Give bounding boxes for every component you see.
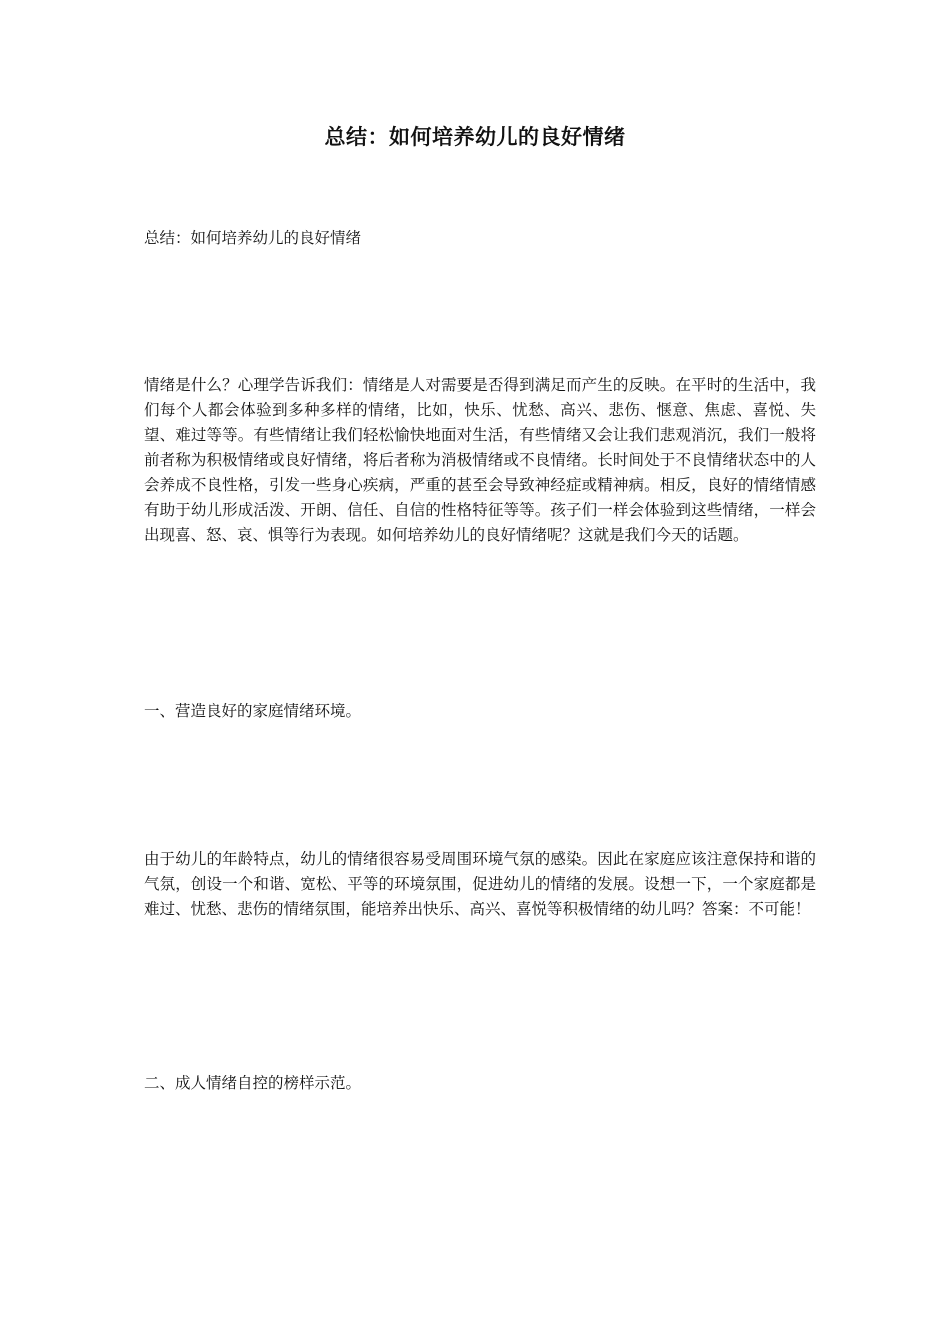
document-title: 总结：如何培养幼儿的良好情绪 bbox=[324, 124, 626, 149]
document-subtitle: 总结：如何培养幼儿的良好情绪 bbox=[144, 229, 362, 247]
section-body-1: 由于幼儿的年龄特点，幼儿的情绪很容易受周围环境气氛的感染。因此在家庭应该注意保持和谐的气氛，创设一个和谐、宽松、平等的环境氛围，促进幼儿的情绪的发展。设想一下，一个家庭都是难过、忧愁、悲伤的情绪氛围，能培养出快乐、高兴、喜悦等积极情绪的幼儿吗？答案：不可能！ bbox=[144, 850, 816, 918]
section-heading-2: 二、成人情绪自控的榜样示范。 bbox=[144, 1074, 362, 1092]
section-heading-1: 一、营造良好的家庭情绪环境。 bbox=[144, 702, 362, 720]
intro-paragraph: 情绪是什么？心理学告诉我们：情绪是人对需要是否得到满足而产生的反映。在平时的生活中，我们每个人都会体验到多种多样的情绪，比如，快乐、忧愁、高兴、悲伤、惬意、焦虑、喜悦、失望、难过等等。有些情绪让我们轻松愉快地面对生活，有些情绪又会让我们悲观消沉，我们一般将前者称为积极情绪或良好情绪，将后者称为消极情绪或不良情绪。长时间处于不良情绪状态中的人会养成不良性格，引发一些身心疾病，严重的甚至会导致神经症或精神病。相反，良好的情绪情感有助于幼儿形成活泼、开朗、信任、自信的性格特征等等。孩子们一样会体验到这些情绪，一样会出现喜、怒、哀、惧等行为表现。如何培养幼儿的良好情绪呢？这就是我们今天的话题。 bbox=[144, 376, 816, 544]
